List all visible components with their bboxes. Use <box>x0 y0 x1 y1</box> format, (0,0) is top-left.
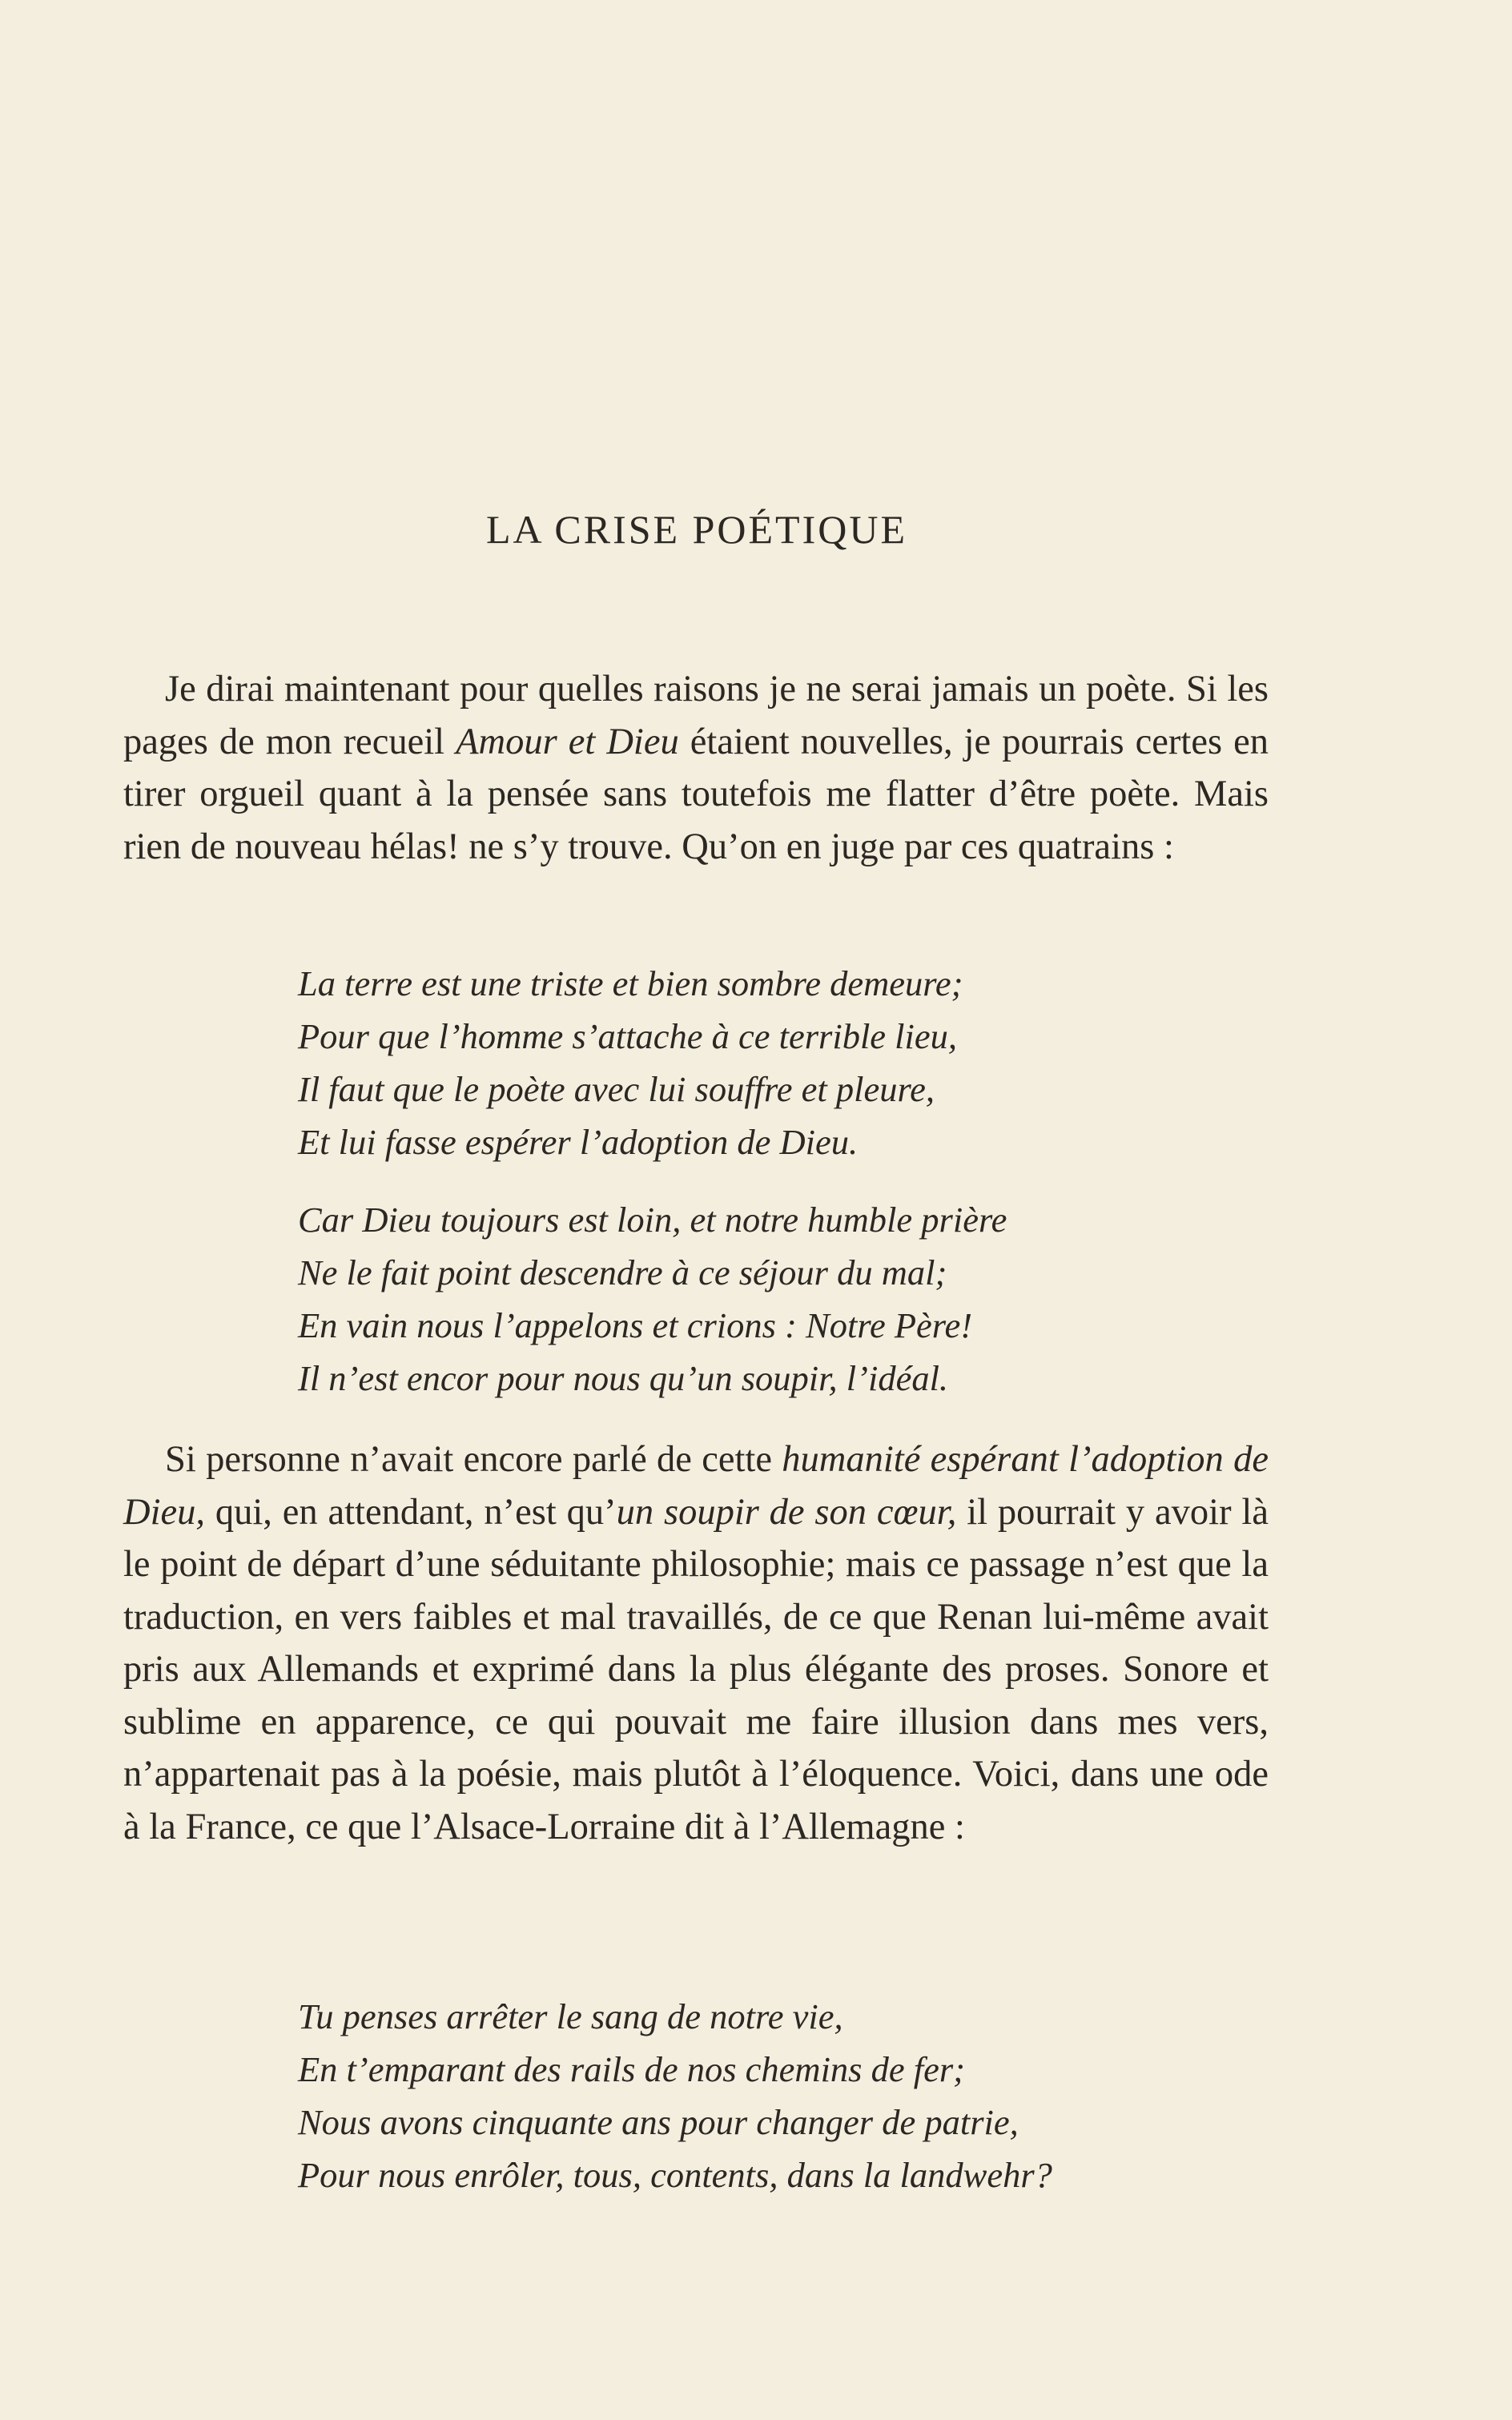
verse-line: En t’emparant des rails de nos chemins de fer; <box>298 2049 966 2089</box>
verse-line: Nous avons cinquante ans pour changer de patrie, <box>298 2102 1019 2142</box>
verse-line: Tu penses arrêter le sang de notre vie, <box>298 1996 843 2036</box>
intro-paragraph <box>123 663 1269 873</box>
quatrain-1 <box>298 957 963 1168</box>
verse-line: La terre est une triste et bien sombre demeure; <box>298 963 963 1003</box>
verse-line: Et lui fasse espérer l’adoption de Dieu. <box>298 1122 859 1162</box>
page-title: LA CRISE POÉTIQUE <box>486 506 907 552</box>
intro-text-part2: étaient nouvelles, je pourrais certes en tirer orgueil quant à la pensée sans toutefois me flatter d’être poète. Mais rien de nouveau hélas! ne s’y trouve. Qu’on en juge par ces quatrains : <box>123 721 1269 867</box>
quoted-phrase-humanite: humanité espérant l’adoption de Dieu, <box>123 1439 1269 1533</box>
verse-line: Car Dieu toujours est loin, et notre humble prière <box>298 1200 1007 1240</box>
commentary-text-part3: il pourrait y avoir là le point de départ d’une séduitante philosophie; mais ce passage n’est que la traduction, en vers faibles et mal travaillés, de ce que Renan lui-même avait pris aux Allemands et exprimé dans la plus élégante des proses. Sonore et sublime en apparence, ce qui pouvait me faire illusion dans mes vers, n’appartenait pas à la poésie, mais plutôt à l’éloquence. Voici, dans une ode à la France, ce que l’Alsace-Lorraine dit à l’Allemagne : <box>123 1491 1269 1847</box>
commentary-text-part1: Si personne n’avait encore parlé de cette <box>165 1439 782 1480</box>
book-title-amour-et-dieu: Amour et Dieu <box>456 721 679 762</box>
verse-line: Il n’est encor pour nous qu’un soupir, l’idéal. <box>298 1358 949 1398</box>
verse-line: Pour que l’homme s’attache à ce terrible lieu, <box>298 1016 958 1056</box>
verse-line: Pour nous enrôler, tous, contents, dans la landwehr? <box>298 2155 1052 2195</box>
quatrain-2 <box>298 1193 1007 1405</box>
verse-line: Ne le fait point descendre à ce séjour du mal; <box>298 1252 947 1292</box>
intro-paragraph-text <box>123 663 1269 873</box>
commentary-text-part2: qui, en attendant, n’est qu’ <box>205 1491 617 1533</box>
intro-text-part1: Je dirai maintenant pour quelles raisons je ne serai jamais un poète. Si les pages de mon recueil <box>123 669 1269 762</box>
quoted-phrase-soupir: un soupir de son cœur, <box>616 1491 957 1533</box>
commentary-paragraph-text <box>123 1433 1269 1853</box>
commentary-paragraph <box>123 1433 1269 1853</box>
quatrain-3 <box>298 1990 1052 2201</box>
verse-line: Il faut que le poète avec lui souffre et pleure, <box>298 1069 935 1109</box>
verse-line: En vain nous l’appelons et crions : Notre Père! <box>298 1305 973 1345</box>
